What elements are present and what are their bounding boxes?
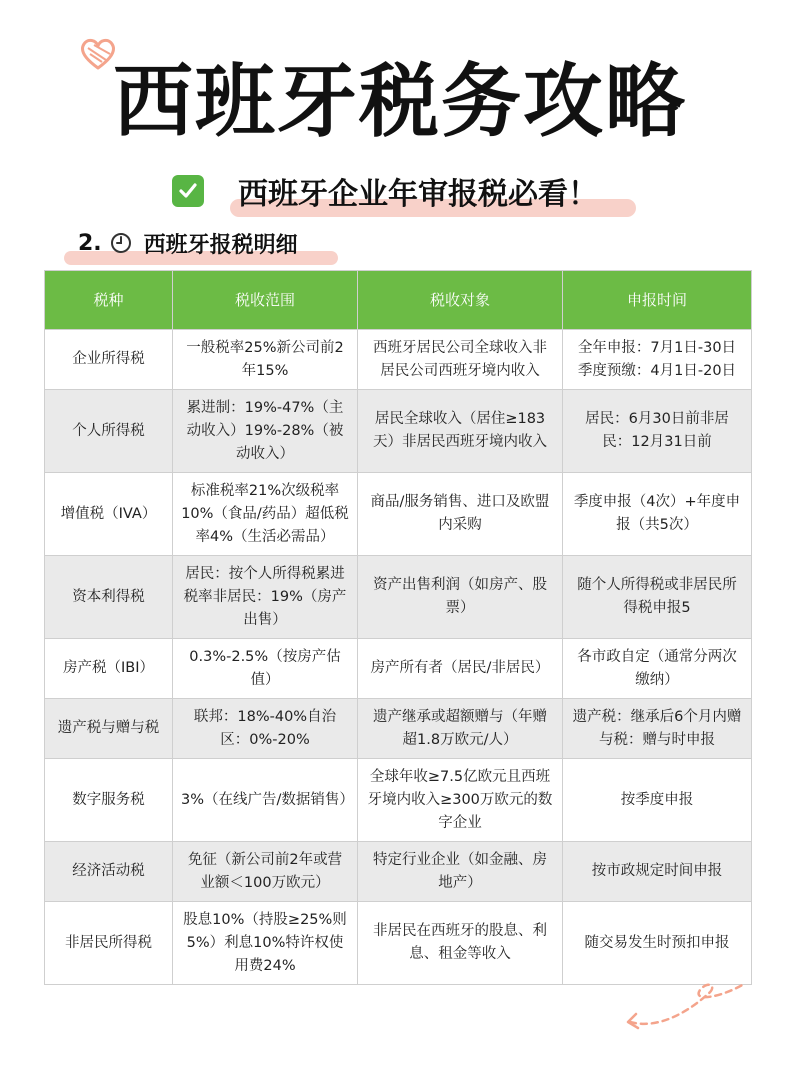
cell-tax-type: 非居民所得税 xyxy=(45,902,173,985)
tax-table xyxy=(44,270,752,985)
subtitle-row xyxy=(172,168,606,214)
table-row xyxy=(45,699,752,759)
cell-filing-time: 按市政规定时间申报 xyxy=(563,842,752,902)
table-row xyxy=(45,639,752,699)
cell-tax-type: 增值税（IVA） xyxy=(45,473,173,556)
cell-tax-object: 非居民在西班牙的股息、利息、租金等收入 xyxy=(358,902,563,985)
table-header-row xyxy=(45,271,752,330)
table-row xyxy=(45,902,752,985)
cell-tax-type: 经济活动税 xyxy=(45,842,173,902)
header-filing-time: 申报时间 xyxy=(563,271,752,330)
table-row xyxy=(45,473,752,556)
cell-filing-time: 季度申报（4次）+年度申报（共5次） xyxy=(563,473,752,556)
section-title: 西班牙报税明细 xyxy=(144,228,298,259)
check-icon xyxy=(172,175,204,207)
table-row xyxy=(45,759,752,842)
page-title: 西班牙税务攻略 xyxy=(113,55,687,148)
header-tax-type: 税种 xyxy=(45,271,173,330)
cell-tax-object: 居民全球收入（居住≥183天）非居民西班牙境内收入 xyxy=(358,390,563,473)
cell-filing-time: 按季度申报 xyxy=(563,759,752,842)
clock-icon xyxy=(110,232,132,254)
cell-filing-time: 随个人所得税或非居民所得税申报5 xyxy=(563,556,752,639)
cell-tax-type: 遗产税与赠与税 xyxy=(45,699,173,759)
cell-tax-object: 全球年收≥7.5亿欧元且西班牙境内收入≥300万欧元的数字企业 xyxy=(358,759,563,842)
subtitle: 西班牙企业年审报税必看！ xyxy=(230,169,606,213)
table-row xyxy=(45,390,752,473)
cell-tax-type: 资本利得税 xyxy=(45,556,173,639)
table-row xyxy=(45,330,752,390)
cell-tax-object: 房产所有者（居民/非居民） xyxy=(358,639,563,699)
cell-tax-scope: 0.3%-2.5%（按房产估值） xyxy=(173,639,358,699)
section-heading xyxy=(78,226,298,260)
table-row xyxy=(45,842,752,902)
cell-tax-object: 资产出售利润（如房产、股票） xyxy=(358,556,563,639)
cell-tax-scope: 居民：按个人所得税累进税率非居民：19%（房产出售） xyxy=(173,556,358,639)
cell-filing-time: 各市政自定（通常分两次缴纳） xyxy=(563,639,752,699)
header-tax-object: 税收对象 xyxy=(358,271,563,330)
cell-filing-time: 全年申报：7月1日-30日季度预缴：4月1日-20日 xyxy=(563,330,752,390)
cell-tax-object: 西班牙居民公司全球收入非居民公司西班牙境内收入 xyxy=(358,330,563,390)
cell-tax-object: 特定行业企业（如金融、房地产） xyxy=(358,842,563,902)
cell-tax-type: 企业所得税 xyxy=(45,330,173,390)
cell-tax-object: 商品/服务销售、进口及欧盟内采购 xyxy=(358,473,563,556)
cell-tax-type: 房产税（IBI） xyxy=(45,639,173,699)
cell-tax-scope: 股息10%（持股≥25%则5%）利息10%特许权使用费24% xyxy=(173,902,358,985)
cell-tax-scope: 联邦：18%-40%自治区：0%-20% xyxy=(173,699,358,759)
cell-tax-scope: 免征（新公司前2年或营业额＜100万欧元） xyxy=(173,842,358,902)
cell-tax-type: 个人所得税 xyxy=(45,390,173,473)
cell-filing-time: 随交易发生时预扣申报 xyxy=(563,902,752,985)
cell-tax-scope: 标准税率21%次级税率10%（食品/药品）超低税率4%（生活必需品） xyxy=(173,473,358,556)
cell-tax-scope: 累进制：19%-47%（主动收入）19%-28%（被动收入） xyxy=(173,390,358,473)
cell-filing-time: 居民：6月30日前非居民：12月31日前 xyxy=(563,390,752,473)
section-number: 2. xyxy=(78,230,102,256)
table-row xyxy=(45,556,752,639)
cell-tax-type: 数字服务税 xyxy=(45,759,173,842)
cell-tax-scope: 3%（在线广告/数据销售） xyxy=(173,759,358,842)
header-tax-scope: 税收范围 xyxy=(173,271,358,330)
dashed-arrow-decoration xyxy=(620,980,750,1040)
cell-tax-scope: 一般税率25%新公司前2年15% xyxy=(173,330,358,390)
cell-filing-time: 遗产税：继承后6个月内赠与税：赠与时申报 xyxy=(563,699,752,759)
cell-tax-object: 遗产继承或超额赠与（年赠超1.8万欧元/人） xyxy=(358,699,563,759)
